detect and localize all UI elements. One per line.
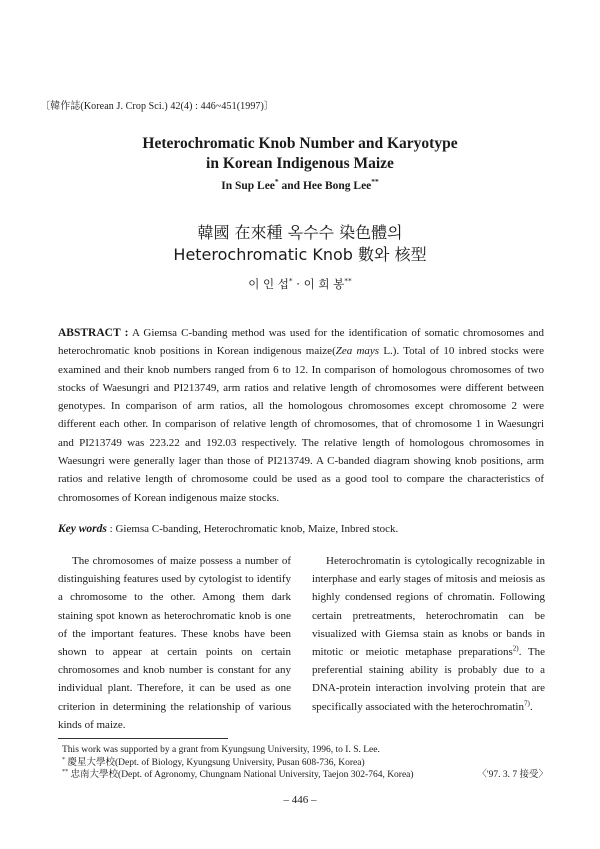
footnote-divider [58,738,228,739]
abstract [58,324,544,507]
footnote-mark-2: ** [62,768,69,775]
body-right-text-2: . The preferential staining ability is probably due to a DNA-protein interaction involving protein that are specifically associated with the heterochromatin [312,646,545,713]
abstract-text-part-2: L.). Total of 10 inbred stocks were examined and their knob numbers ranged from 6 to 12. In comparison of homologous chromosomes of two stocks of Waesungri and PI213749, arm ratios and relative length of chromosomes were different between genotypes. In comparison of arm ratios, all the homologous chromosomes except chromosome 2 were different each other. In comparison of relative length of chromosomes, that of chromosome 1 in Waesungri and PI213749 was 223.22 and 192.03 respectively. The relative length of homologous chromosomes in Waesungri were generally lager than those of PI213749. A C-banded diagram showing knob positions, arm ratios and relative length of chromosome could be used as a good tool to compare the characteristics of chromosomes of Korean indigenous maize stocks. [58,345,544,504]
paper-title-english-line-2: in Korean Indigenous Maize [206,155,394,172]
footnotes [62,744,548,782]
footnote-funding: This work was supported by a grant from Kyungsung University, 1996, to I. S. Lee. [62,745,380,755]
reference-superscript-7: 7) [523,698,530,707]
author-separator-korean: · [292,277,304,291]
keywords-label: Key words [58,523,107,535]
authors-korean [0,276,600,292]
author-2-name: Hee Bong Lee [302,180,372,192]
paper-title-korean-line-2: Heterochromatic Knob 數와 核型 [173,245,427,264]
abstract-text-part-1: A Giemsa C-banding method was used for the identification of somatic chromosomes and heterochromatic knob positions in Korean indigenous maize( [58,327,544,358]
body-right-text-1: Heterochromatin is cytologically recognizable in interphase and early stages of mitosis and meiosis as highly condensed regions of chromatin. Following certain pretreatments, heterochromatin can be visualized with Giemsa stain as knobs or bands in mitotic or meiotic metaphase preparations [312,555,545,659]
keywords [58,523,544,535]
author-2-name-korean: 이 희 봉 [303,277,345,291]
body-column-right [312,552,545,716]
footnote-affiliation-1-text: 慶星大學校(Dept. of Biology, Kyungsung University, Pusan 608-736, Korea) [65,757,365,768]
body-right-text-3: . [529,700,533,713]
paper-title-korean-line-1: 韓國 在來種 옥수수 染色體의 [197,223,403,242]
page-number: – 446 – [283,794,317,806]
footnote-affiliation-2 [62,769,548,782]
footnote-mark-1: * [62,756,66,763]
abstract-species-name: Zea mays [335,345,380,358]
reference-superscript-2: 2) [512,644,519,653]
keywords-text: Giemsa C-banding, Heterochromatic knob, Maize, Inbred stock. [115,523,399,535]
footnote-affiliation-1 [62,757,548,770]
author-1-name: In Sup Lee [221,180,275,192]
journal-reference: 〔韓作誌(Korean J. Crop Sci.) 42(4) : 446~451(1997)〕 [40,101,275,112]
footnote-affiliation-2-text: 忠南大學校(Dept. of Agronomy, Chungnam National University, Taejon 302-764, Korea) [68,770,414,780]
keywords-separator: : [106,523,116,535]
authors-english [0,177,600,192]
paper-title-english-line-1: Heterochromatic Knob Number and Karyotype [142,135,458,152]
author-1-mark-korean: * [288,276,293,286]
author-2-mark: ** [371,177,379,187]
author-1-name-korean: 이 인 섭 [248,277,289,291]
abstract-label: ABSTRACT : [58,327,129,339]
author-conjunction: and [278,180,303,192]
received-date: 〈'97. 3. 7 接受〉 [477,770,548,780]
author-1-mark: * [274,177,279,187]
author-2-mark-korean: ** [344,276,352,286]
body-column-left: The chromosomes of maize possess a number of distinguishing features used by cytologist to identify a chromosome to the other. Among them dark staining spot known as heterochromatic knob is one of the important features. These knobs have been shown to appear at certain points on certain chromosomes and knob number is constant for any individual plant. Therefore, it can be used as one criterion in determining the relationship of various kinds of maize. [58,555,291,731]
